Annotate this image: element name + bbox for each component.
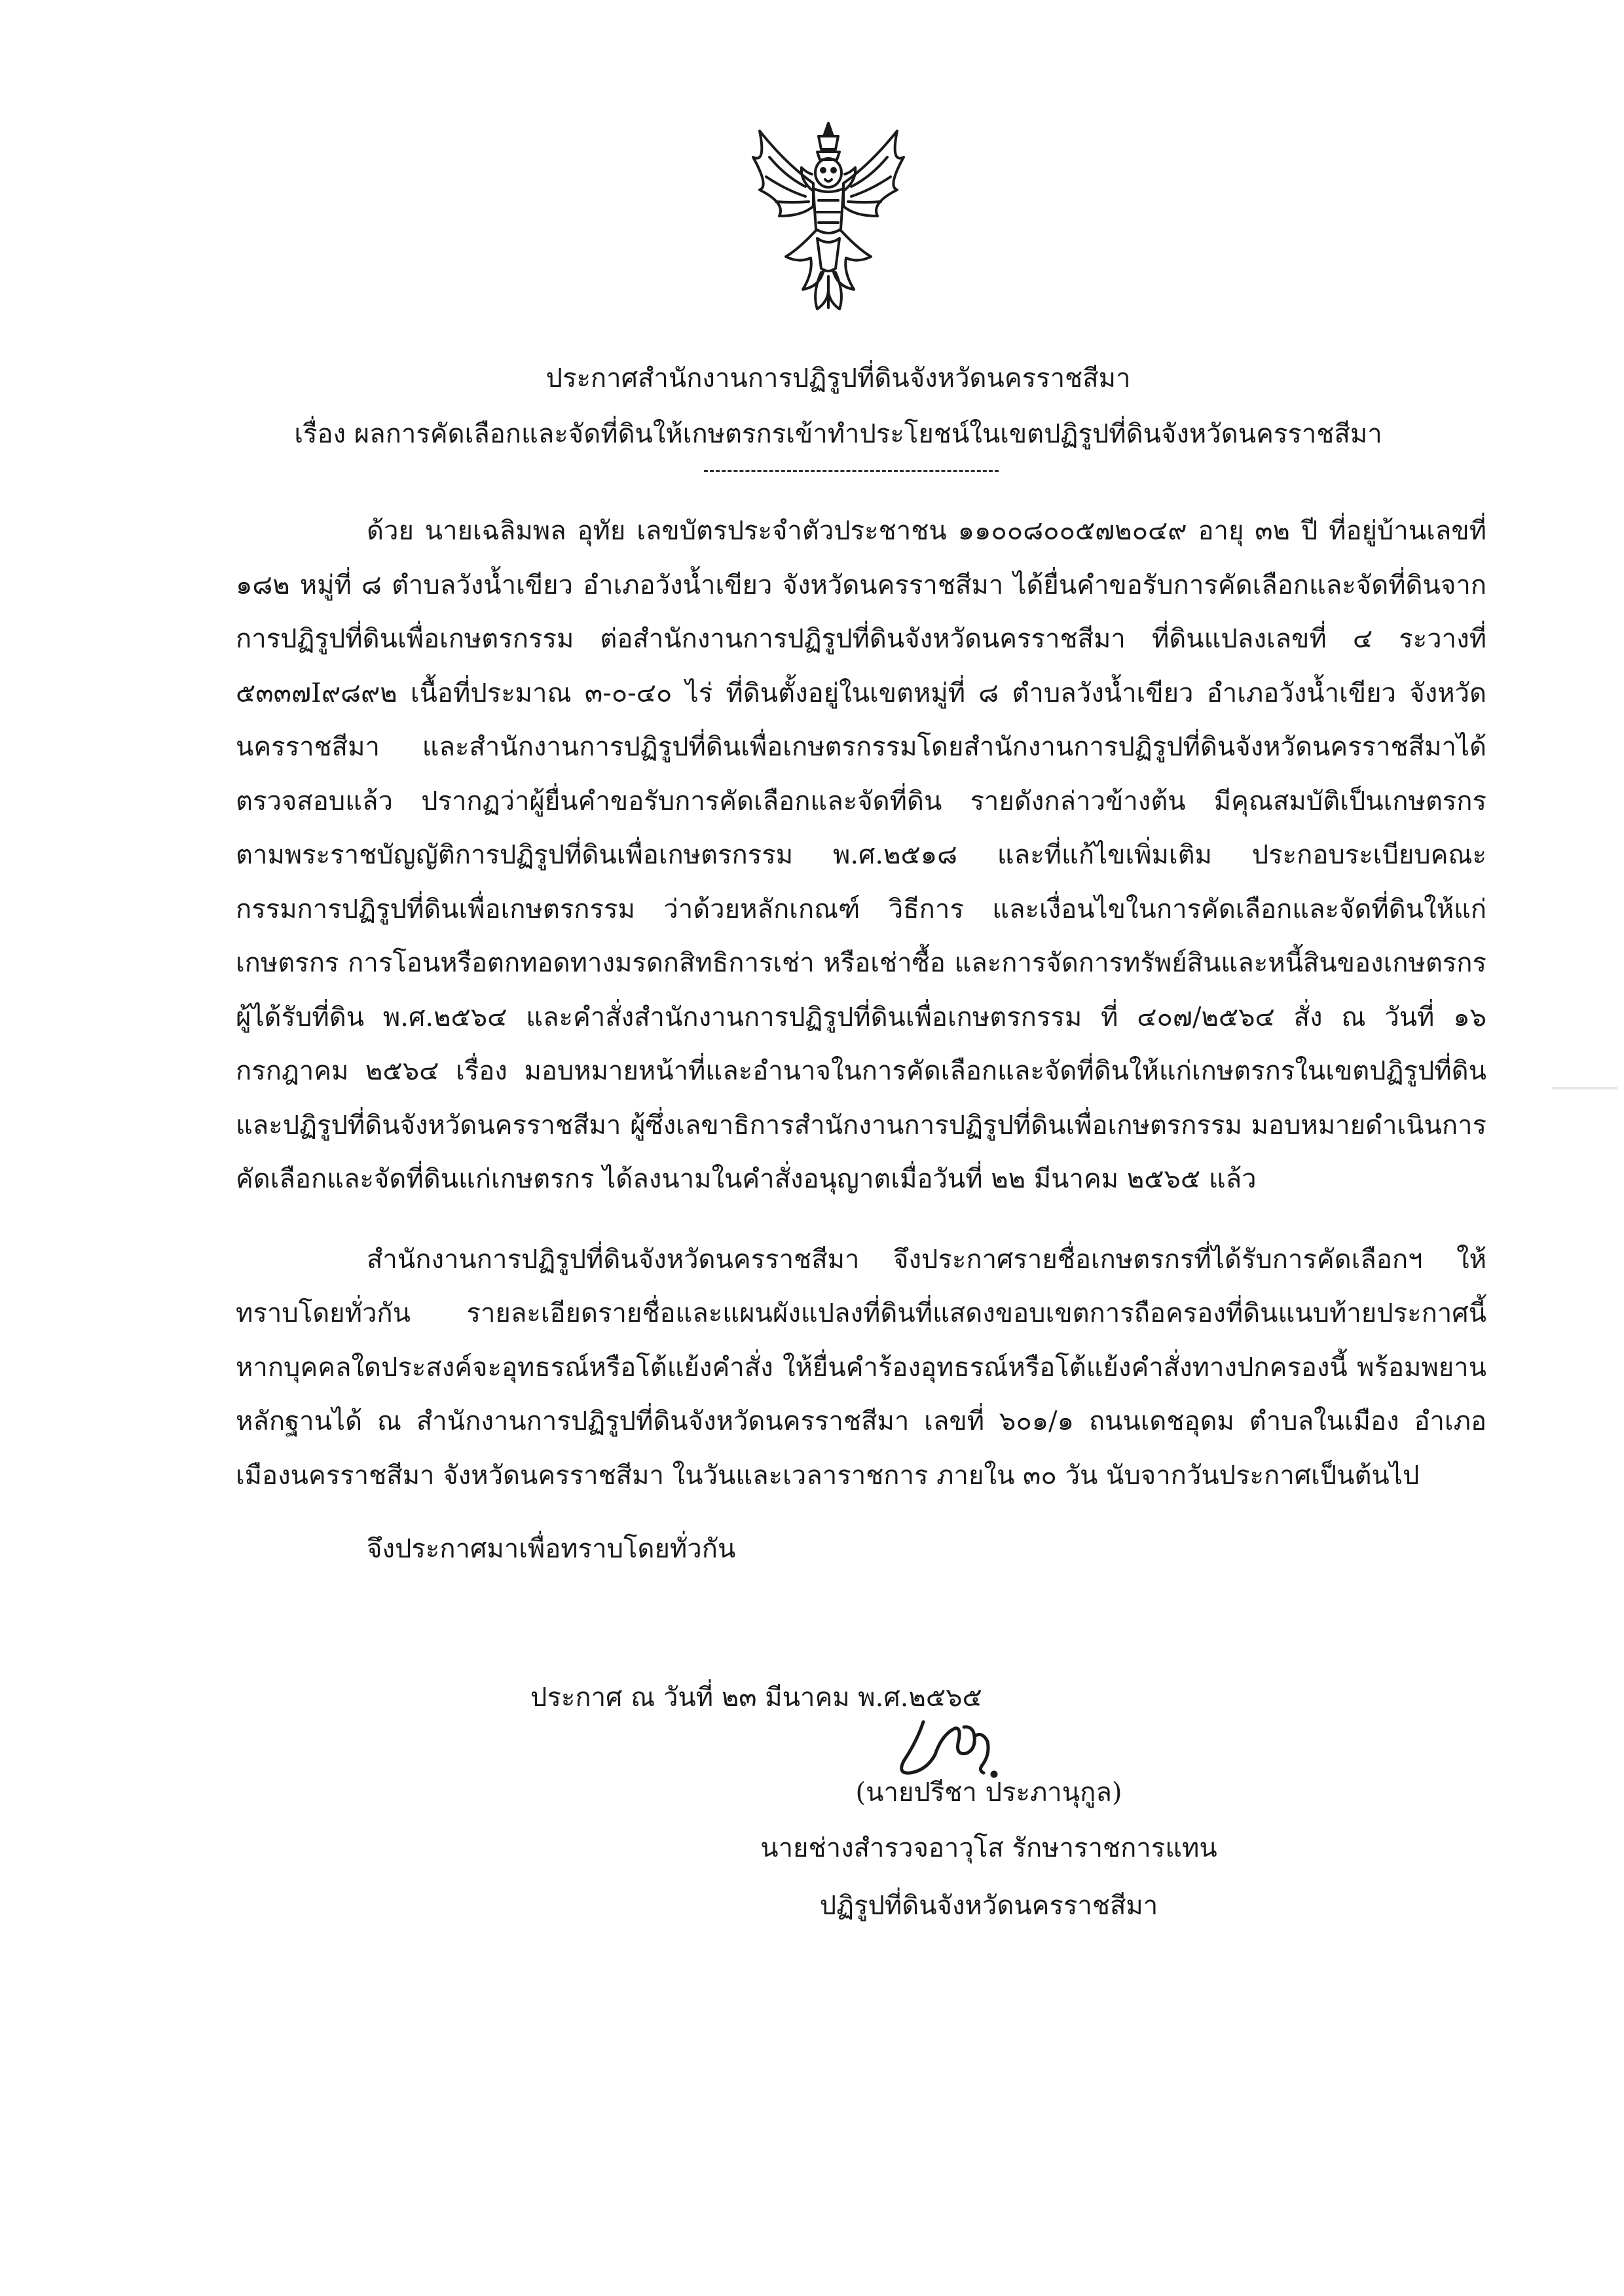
signatory-office: ปฏิรูปที่ดินจังหวัดนครราชสีมา	[819, 1891, 1158, 1921]
body-paragraph-3: จึงประกาศมาเพื่อทราบโดยทั่วกัน	[367, 1534, 736, 1564]
paper-mark	[1552, 1087, 1617, 1089]
announcement-body	[236, 504, 1486, 1576]
header-separator	[704, 470, 999, 472]
signatory-name: (นายปรีชา ประภานุกูล)	[855, 1777, 1122, 1808]
announcement-title: ประกาศสำนักงานการปฏิรูปที่ดินจังหวัดนครราชสีมา	[545, 363, 1131, 393]
announcement-date: ประกาศ ณ วันที่ ๒๓ มีนาคม พ.ศ.๒๕๖๕	[530, 1683, 982, 1713]
garuda-emblem-icon	[740, 118, 917, 314]
signatory-position: นายช่างสำรวจอาวุโส รักษาราชการแทน	[760, 1833, 1217, 1863]
announcement-subject: เรื่อง ผลการคัดเลือกและจัดที่ดินให้เกษตรกรเข้าทำประโยชน์ในเขตปฏิรูปที่ดินจังหวัดนครราชสีมา	[294, 419, 1382, 449]
body-paragraph-1: ด้วย นายเฉลิมพล อุทัย เลขบัตรประจำตัวประชาชน ๑๑๐๐๘๐๐๕๗๒๐๔๙ อายุ ๓๒ ปี ที่อยู่บ้านเลขที่ ๑๘๒ หมู่ที่ ๘ ตำบลวังน้ำเขียว อำเภอวังน้ำเขียว จังหวัดนครราชสีมา ได้ยื่นคำขอรับการคัดเลือกและจัดที่ดินจากการปฏิรูปที่ดินเพื่อเกษตรกรรม ต่อสำนักงานการปฏิรูปที่ดินจังหวัดนครราชสีมา ที่ดินแปลงเลขที่ ๔ ระวางที่ ๕๓๓๗I๙๘๙๒ เนื้อที่ประมาณ ๓-๐-๔๐ ไร่ ที่ดินตั้งอยู่ในเขตหมู่ที่ ๘ ตำบลวังน้ำเขียว อำเภอวังน้ำเขียว จังหวัดนครราชสีมา และสำนักงานการปฏิรูปที่ดินเพื่อเกษตรกรรมโดยสำนักงานการปฏิรูปที่ดินจังหวัดนครราชสีมาได้ตรวจสอบแล้ว ปรากฏว่าผู้ยื่นคำขอรับการคัดเลือกและจัดที่ดิน รายดังกล่าวข้างต้น มีคุณสมบัติเป็นเกษตรกร ตามพระราชบัญญัติการปฏิรูปที่ดินเพื่อเกษตรกรรม พ.ศ.๒๕๑๘ และที่แก้ไขเพิ่มเติม ประกอบระเบียบคณะกรรมการปฏิรูปที่ดินเพื่อเกษตรกรรม ว่าด้วยหลักเกณฑ์ วิธีการ และเงื่อนไขในการคัดเลือกและจัดที่ดินให้แก่เกษตรกร การโอนหรือตกทอดทางมรดกสิทธิการเช่า หรือเช่าซื้อ และการจัดการทรัพย์สินและหนี้สินของเกษตรกรผู้ได้รับที่ดิน พ.ศ.๒๕๖๔ และคำสั่งสำนักงานการปฏิรูปที่ดินเพื่อเกษตรกรรม ที่ ๔๐๗/๒๕๖๔ สั่ง ณ วันที่ ๑๖ กรกฎาคม ๒๕๖๔ เรื่อง มอบหมายหน้าที่และอำนาจในการคัดเลือกและจัดที่ดินให้แก่เกษตรกรในเขตปฏิรูปที่ดิน และปฏิรูปที่ดินจังหวัดนครราชสีมา ผู้ซึ่งเลขาธิการสำนักงานการปฏิรูปที่ดินเพื่อเกษตรกรรม มอบหมายดำเนินการคัดเลือกและจัดที่ดินแก่เกษตรกร ได้ลงนามในคำสั่งอนุญาตเมื่อวันที่ ๒๒ มีนาคม ๒๕๖๕ แล้ว	[236, 516, 1486, 1194]
body-paragraph-2: สำนักงานการปฏิรูปที่ดินจังหวัดนครราชสีมา จึงประกาศรายชื่อเกษตรกรที่ได้รับการคัดเลือกฯ ให้ทราบโดยทั่วกัน รายละเอียดรายชื่อและแผนผังแปลงที่ดินที่แสดงขอบเขตการถือครองที่ดินแนบท้ายประกาศนี้ หากบุคคลใดประสงค์จะอุทธรณ์หรือโต้แย้งคำสั่ง ให้ยื่นคำร้องอุทธรณ์หรือโต้แย้งคำสั่งทางปกครองนี้ พร้อมพยานหลักฐานได้ ณ สำนักงานการปฏิรูปที่ดินจังหวัดนครราชสีมา เลขที่ ๖๐๑/๑ ถนนเดชอุดม ตำบลในเมือง อำเภอเมืองนครราชสีมา จังหวัดนครราชสีมา ในวันและเวลาราชการ ภายใน ๓๐ วัน นับจากวันประกาศเป็นต้นไป	[236, 1244, 1486, 1491]
